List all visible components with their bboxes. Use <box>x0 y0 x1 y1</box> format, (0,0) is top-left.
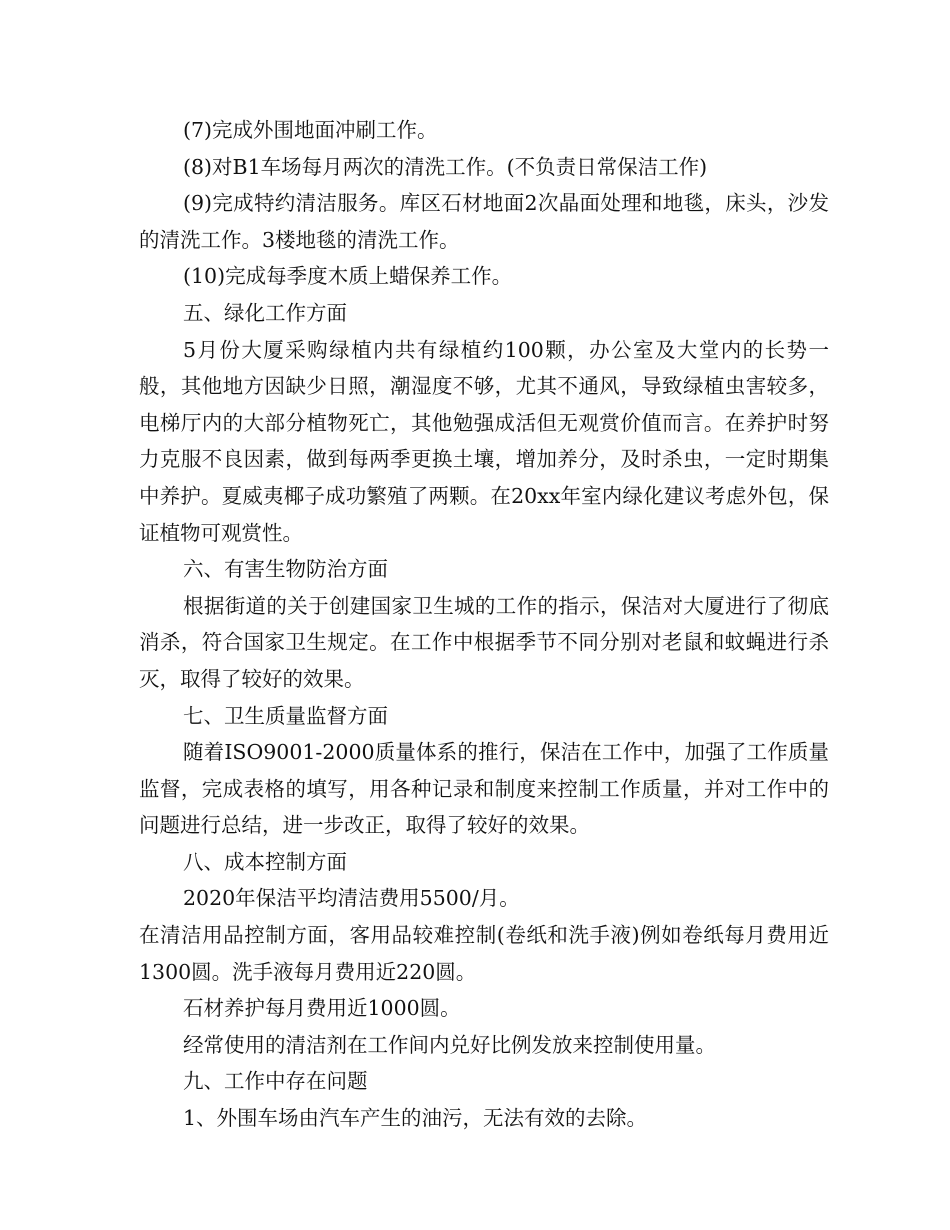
paragraph-cost-average: 2020年保洁平均清洁费用5500/月。 <box>183 886 520 911</box>
paragraph-item-7: (7)完成外围地面冲刷工作。 <box>183 118 438 142</box>
paragraph-cost-stone: 石材养护每月费用近1000圆。 <box>183 996 461 1021</box>
paragraph-item-9: (9)完成特约清洁服务。库区石材地面2次晶面处理和地毯，床头，沙发的清洗工作。3楼地毯的清洗工作。 <box>139 191 829 252</box>
paragraph-pest-control: 根据街道的关于创建国家卫生城的工作的指示，保洁对大厦进行了彻底消杀，符合国家卫生规定。在工作中根据季节不同分别对老鼠和蚊蝇进行杀灭，取得了较好的效果。 <box>139 593 829 691</box>
paragraph-cost-detergent: 经常使用的清洁剂在工作间内兑好比例发放来控制使用量。 <box>183 1032 716 1057</box>
paragraph-item-10: (10)完成每季度木质上蜡保养工作。 <box>183 264 513 289</box>
paragraph-quality: 随着ISO9001-2000质量体系的推行，保洁在工作中，加强了工作质量监督，完成表格的填写，用各种记录和制度来控制工作质量，并对工作中的问题进行总结，进一步改正，取得了较好的效果。 <box>139 740 829 838</box>
paragraph-greening: 5月份大厦采购绿植内共有绿植约100颗，办公室及大堂内的长势一般，其他地方因缺少日照，潮湿度不够，尤其不通风，导致绿植虫害较多，电梯厅内的大部分植物死亡，其他勉强成活但无观赏价值而言。在养护时努力克服不良因素，做到每两季更换土壤，增加养分，及时杀虫，一定时期集中养护。夏威夷椰子成功繁殖了两颗。在20xx年室内绿化建议考虑外包，保证植物可观赏性。 <box>139 337 829 545</box>
section-heading-pest-control: 六、有害生物防治方面 <box>183 557 388 582</box>
section-heading-greening: 五、绿化工作方面 <box>183 300 347 325</box>
paragraph-cost-supplies: 在清洁用品控制方面，客用品较难控制(卷纸和洗手液)例如卷纸每月费用近1300圆。洗手液每月费用近220圆。 <box>139 923 829 984</box>
section-heading-quality: 七、卫生质量监督方面 <box>183 703 388 728</box>
section-heading-problems: 九、工作中存在问题 <box>183 1069 368 1094</box>
document-body <box>139 112 829 1137</box>
paragraph-item-8: (8)对B1车场每月两次的清洗工作。(不负责日常保洁工作) <box>183 154 708 179</box>
paragraph-problem-1: 1、外围车场由汽车产生的油污，无法有效的去除。 <box>183 1106 648 1131</box>
section-heading-cost: 八、成本控制方面 <box>183 849 347 874</box>
